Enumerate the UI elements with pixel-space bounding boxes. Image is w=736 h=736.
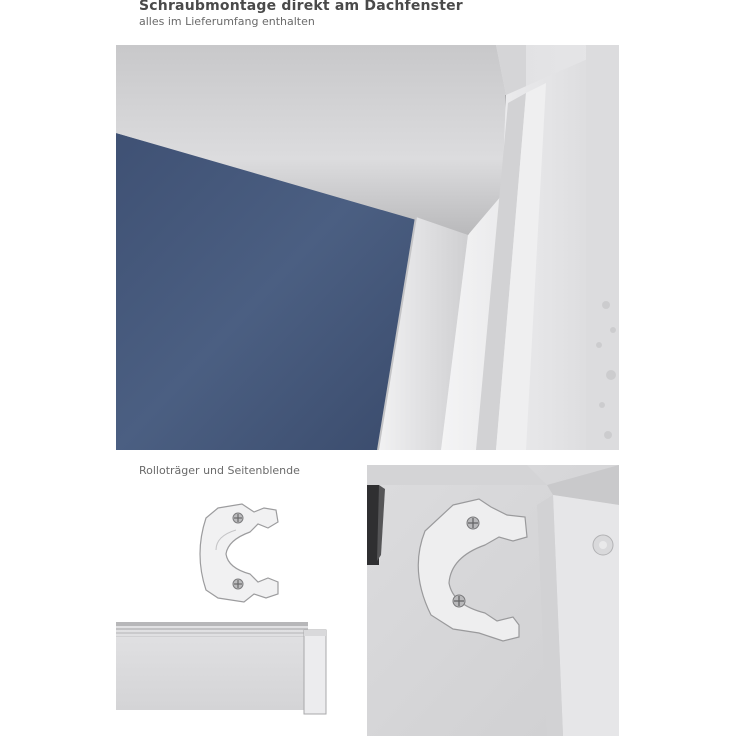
main-window-photo (116, 45, 619, 450)
detail-caption: Rolloträger und Seitenblende (139, 464, 300, 477)
side-cover-photo (116, 618, 336, 718)
window-blind-illustration (116, 45, 619, 450)
installed-bracket-photo (367, 465, 619, 736)
side-cover-illustration (116, 618, 336, 718)
bracket-photo (192, 498, 288, 606)
page-subtitle: alles im Lieferumfang enthalten (139, 15, 315, 28)
page-title: Schraubmontage direkt am Dachfenster (139, 0, 463, 14)
roller-bracket-illustration (192, 498, 288, 606)
installed-bracket-illustration (367, 465, 619, 736)
